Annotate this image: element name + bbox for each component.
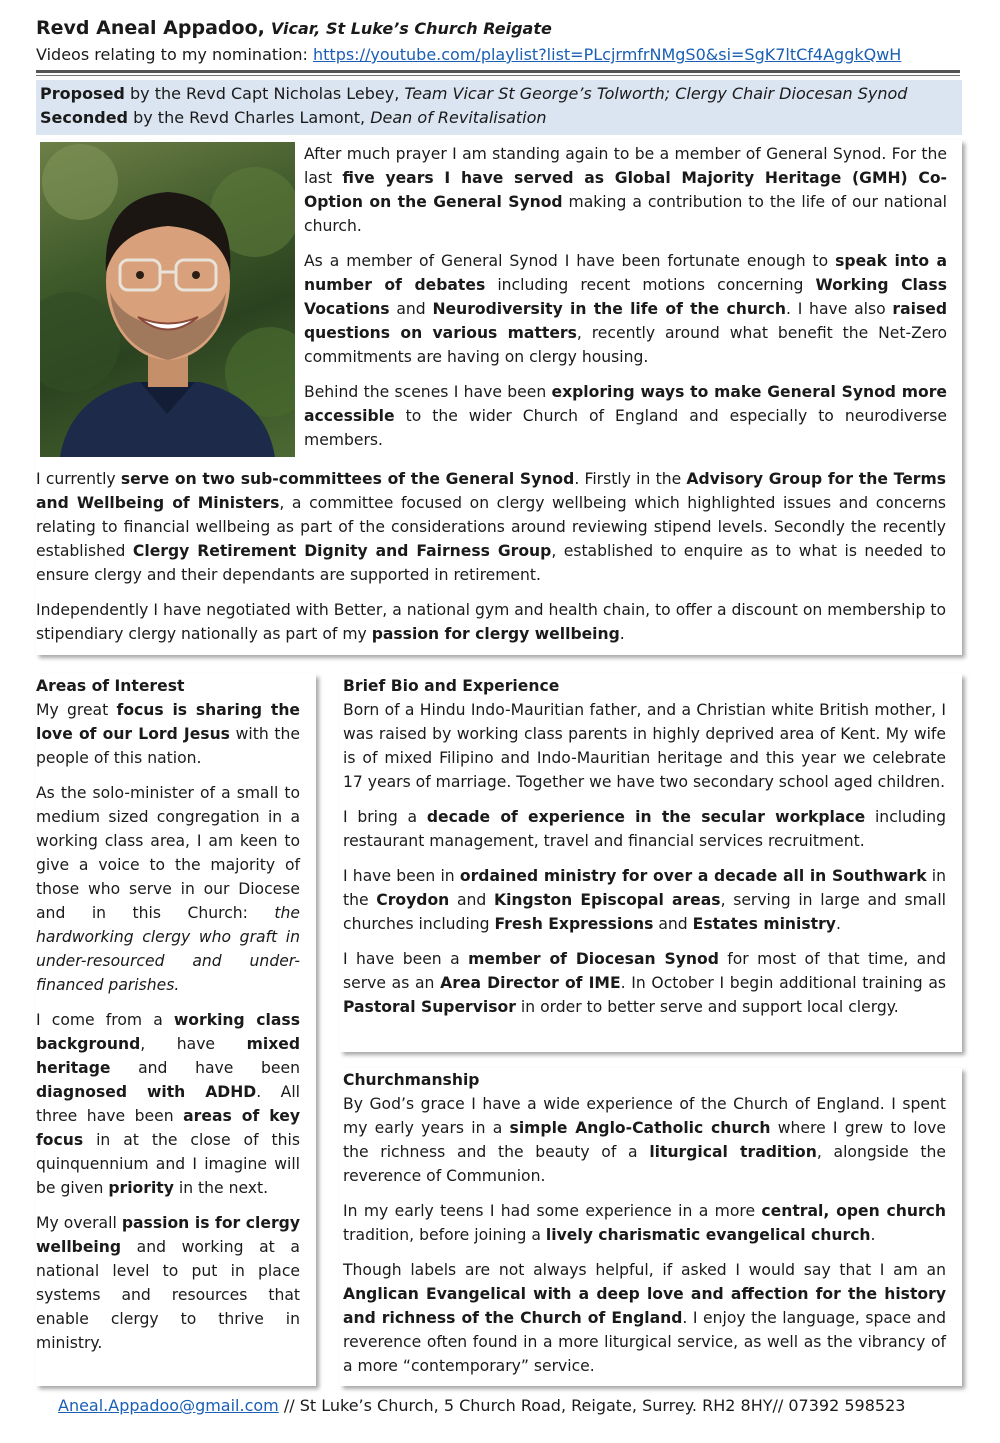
interests-paragraph-2: As the solo-minister of a small to medium sized congregation in a working class area, I am keen to give a voice to the majority of those who serve in our Diocese and in this Church: the hardworking clergy who graft in under-resourced and under-financed parishes.	[36, 784, 300, 994]
videos-label: Videos relating to my nomination:	[36, 45, 308, 64]
churchmanship-title: Churchmanship	[343, 1071, 480, 1089]
churchmanship-paragraph-1: By God’s grace I have a wide experience of the Church of England. I spent my early years in a simple Anglo-Catholic church where I grew to love the richness and the beauty of a liturgical tradition, alongside the reverence of Communion.	[343, 1095, 946, 1185]
seconded-line	[40, 108, 547, 127]
intro-paragraph-2: As a member of General Synod I have been fortunate enough to speak into a number of debates including recent motions concerning Working Class Vocations and Neurodiversity in the life of the church. I have also raised questions on various matters, recently around what benefit the Net-Zero commitments are having on clergy housing.	[304, 252, 947, 366]
seconded-label: Seconded	[40, 108, 128, 127]
portrait-illustration	[40, 142, 295, 457]
bio-text	[343, 674, 946, 1030]
churchmanship-paragraph-2: In my early teens I had some experience in a more central, open church tradition, before joining a lively charismatic evangelical church.	[343, 1202, 947, 1244]
bio-paragraph-4: I have been a member of Diocesan Synod for most of that time, and serve as an Area Director of IME. In October I begin additional training as Pastoral Supervisor in order to better serve and support local clergy.	[343, 950, 947, 1016]
proposed-by: by the Revd Capt Nicholas Lebey,	[129, 84, 400, 103]
videos-link[interactable]: https://youtube.com/playlist?list=PLcjrmfrNMgS0&si=SgK7ltCf4AggkQwH	[313, 45, 902, 64]
proposer-box	[36, 80, 962, 135]
interests-paragraph-1: My great focus is sharing the love of our Lord Jesus with the people of this nation.	[36, 701, 301, 767]
bio-title: Brief Bio and Experience	[343, 677, 560, 695]
interests-paragraph-4: My overall passion is for clergy wellbeing and working at a national level to put in place systems and resources that enable clergy to thrive in ministry.	[36, 1214, 300, 1352]
candidate-name: Revd Aneal Appadoo,	[36, 17, 265, 39]
header-rule-thick	[36, 70, 960, 73]
intro-full-text	[36, 467, 946, 657]
proposed-line	[40, 84, 907, 103]
seconded-role: Dean of Revitalisation	[370, 108, 547, 127]
footer-contact	[58, 1396, 905, 1415]
proposed-role: Team Vicar St George’s Tolworth; Clergy Chair Diocesan Synod	[404, 84, 908, 103]
intro-paragraph-4: I currently serve on two sub-committees of the General Synod. Firstly in the Advisory Group for the Terms and Wellbeing of Ministers, a committee focused on clergy wellbeing which highlighted issues and concerns relating to financial wellbeing as part of the considerations around reviewing stipend levels. Secondly the recently established Clergy Retirement Dignity and Fairness Group, established to enquire as to what is needed to ensure clergy and their dependants are supported in retirement.	[36, 470, 947, 584]
interests-title: Areas of Interest	[36, 677, 185, 695]
bio-paragraph-2: I bring a decade of experience in the secular workplace including restaurant management, travel and financial services recruitment.	[343, 808, 946, 850]
bio-paragraph-3: I have been in ordained ministry for over a decade all in Southwark in the Croydon and Kingston Episcopal areas, serving in large and small churches including Fresh Expressions and Estates ministry.	[343, 867, 946, 933]
intro-paragraph-5: Independently I have negotiated with Better, a national gym and health chain, to offer a discount on membership to stipendiary clergy nationally as part of my passion for clergy wellbeing.	[36, 601, 946, 643]
intro-paragraph-3: Behind the scenes I have been exploring ways to make General Synod more accessible to the wider Church of England and especially to neurodiverse members.	[304, 383, 947, 449]
intro-right-text	[304, 142, 947, 463]
footer-email-link[interactable]: Aneal.Appadoo@gmail.com	[58, 1396, 279, 1415]
seconded-by: by the Revd Charles Lamont,	[133, 108, 366, 127]
footer-address: // St Luke’s Church, 5 Church Road, Reigate, Surrey. RH2 8HY// 07392 598523	[278, 1396, 906, 1415]
interests-paragraph-3: I come from a working class background, have mixed heritage and have been diagnosed with ADHD. All three have been areas of key focus in at the close of this quinquennium and I imagine will be given priority in the next.	[36, 1011, 300, 1197]
churchmanship-text	[343, 1068, 946, 1389]
candidate-heading	[36, 17, 552, 39]
candidate-photo	[40, 142, 295, 457]
bio-paragraph-1: Born of a Hindu Indo-Mauritian father, and a Christian white British mother, I was raised by working class parents in highly deprived area of Kent. My wife is of mixed Filipino and Indo-Mauritian heritage and this year we celebrate 17 years of marriage. Together we have two secondary school aged children.	[343, 701, 946, 791]
header-rule-thin	[36, 75, 960, 76]
churchmanship-paragraph-3: Though labels are not always helpful, if asked I would say that I am an Anglican Evangelical with a deep love and affection for the history and richness of the Church of England. I enjoy the language, space and reverence often found in a more liturgical service, as well as the vibrancy of a more “contemporary” service.	[343, 1261, 947, 1375]
intro-paragraph-1: After much prayer I am standing again to be a member of General Synod. For the last five years I have served as Global Majority Heritage (GMH) Co-Option on the General Synod making a contribution to the life of our national church.	[304, 145, 948, 235]
candidate-role: Vicar, St Luke’s Church Reigate	[270, 19, 552, 38]
proposed-label: Proposed	[40, 84, 125, 103]
videos-line	[36, 45, 901, 64]
interests-text	[36, 674, 300, 1366]
